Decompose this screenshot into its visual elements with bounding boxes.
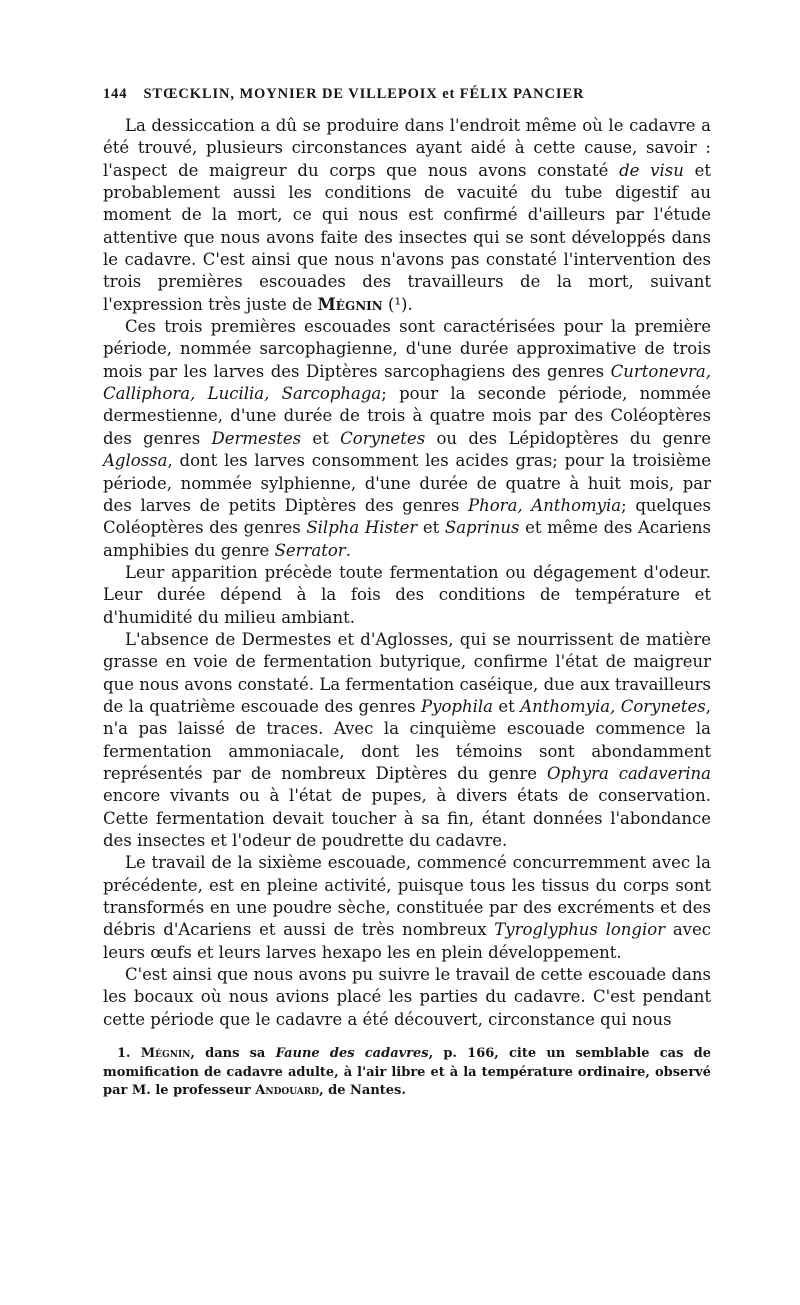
text-run: C'est ainsi que nous avons pu suivre le travail de cette escouade dans les bocaux où nous avions placé les parties du cadavre. C'est pendant cette période que le cadavre a été découvert, circonstance qui nous	[103, 965, 711, 1029]
author-name: Andouard	[255, 1082, 320, 1098]
text-run: , de Nantes.	[319, 1082, 406, 1098]
text-run: (¹).	[382, 294, 413, 314]
footnote	[103, 1045, 711, 1100]
running-head	[103, 86, 711, 103]
paragraph	[103, 964, 711, 1031]
text-run: 1.	[117, 1046, 141, 1062]
italic-term: Faune des cadavres	[275, 1046, 429, 1062]
italic-term: Anthomyia, Corynetes	[520, 696, 706, 716]
text-run: et	[301, 428, 341, 448]
running-title: STŒCKLIN, MOYNIER DE VILLEPOIX et FÉLIX PANCIER	[143, 86, 585, 102]
italic-term: Serrator	[274, 540, 346, 560]
text-run: Leur apparition précède toute fermentation ou dégagement d'odeur. Leur durée dépend à la fois des conditions de température et d'humidité du milieu ambiant.	[103, 562, 711, 627]
page	[103, 86, 711, 1100]
text-run: .	[345, 540, 351, 560]
body-text	[103, 115, 711, 1031]
text-run: Ces trois premières escouades sont caractérisées pour la première période, nommée sarcophagienne, d'une durée approximative de trois mois par les larves des Diptères sarcophagiens des genres	[103, 317, 711, 381]
italic-term: Saprinus	[444, 518, 520, 538]
paragraph	[103, 562, 711, 629]
italic-term: Tyroglyphus longior	[494, 920, 666, 940]
text-run: ; quelques Coléoptères des genres	[103, 495, 711, 538]
paragraph	[103, 852, 711, 964]
page-number: 144	[103, 86, 128, 102]
text-run: L'absence de Dermestes et d'Aglosses, qui se nourrissent de matière grasse en voie de fermentation butyrique, confirme l'état de maigreur que nous avons constaté. La fermentation caséique, due aux travailleurs de la quatrième escouade des genres	[103, 629, 711, 716]
paragraph	[103, 629, 711, 852]
text-run: , p. 166, cite un semblable cas de momification de cadavre adulte, à l'air libre et à la température ordinaire, observé par M. le professeur	[103, 1046, 711, 1098]
italic-term: Curtonevra, Calliphora, Lucilia, Sarcophaga	[103, 361, 711, 404]
italic-term: Ophyra cadaverina	[547, 763, 711, 783]
text-run: et	[417, 518, 445, 538]
text-run: et	[493, 696, 521, 716]
italic-term: Silpha Hister	[306, 518, 418, 538]
text-run: , n'a pas laissé de traces. Avec la cinquième escouade commence la fermentation ammoniacale, dont les témoins sont abondamment représentés par de nombreux Diptères du genre	[103, 696, 712, 783]
italic-term: Dermestes	[211, 428, 302, 448]
text-run: encore vivants ou à l'état de pupes, à divers états de conservation. Cette fermentation devait toucher à sa fin, étant données l'abondance des insectes et l'odeur de poudrette du cadavre.	[103, 786, 711, 850]
paragraph	[103, 316, 711, 562]
text-run: Le travail de la sixième escouade, commencé concurremment avec la précédente, est en pleine activité, puisque tous les tissus du corps sont transformés en une poudre sèche, constituée par des excréments et des débris d'Acariens et aussi de très nombreux	[103, 853, 711, 940]
italic-term: Aglossa	[103, 451, 168, 471]
author-name: Mégnin	[317, 294, 383, 314]
text-run: , dans sa	[190, 1046, 276, 1062]
text-run: avec leurs œufs et leurs larves hexapo les en plein développement.	[103, 920, 711, 962]
author-name: Mégnin	[140, 1046, 191, 1062]
italic-term: Corynetes	[340, 428, 426, 448]
text-run: et probablement aussi les conditions de vacuité du tube digestif au moment de la mort, ce qui nous est confirmé d'ailleurs par l'étude attentive que nous avons faite des insectes qui se sont développés dans le cadavre. C'est ainsi que nous n'avons pas constaté l'intervention des trois premières escouades des travailleurs de la mort, suivant l'expression très juste de	[103, 160, 712, 314]
text-run: , dont les larves consomment les acides gras; pour la troisième période, nommée sylphienne, d'une durée de quatre à huit mois, par des larves de petits Diptères des genres	[103, 451, 711, 515]
italic-term: Phora, Anthomyia	[468, 495, 622, 515]
text-run: La dessiccation a dû se produire dans l'endroit même où le cadavre a été trouvé, plusieurs circonstances ayant aidé à cette cause, savoir : l'aspect de maigreur du corps que nous avons constaté	[103, 116, 711, 180]
italic-term: de visu	[619, 160, 684, 180]
text-run: ; pour la seconde période, nommée dermestienne, d'une durée de trois à quatre mois par des Coléoptères des genres	[103, 384, 711, 448]
italic-term: Pyophila	[421, 696, 493, 716]
paragraph	[103, 115, 711, 316]
text-run: et même des Acariens amphibies du genre	[103, 518, 712, 560]
text-run: ou des Lépidoptères du genre	[425, 428, 712, 448]
